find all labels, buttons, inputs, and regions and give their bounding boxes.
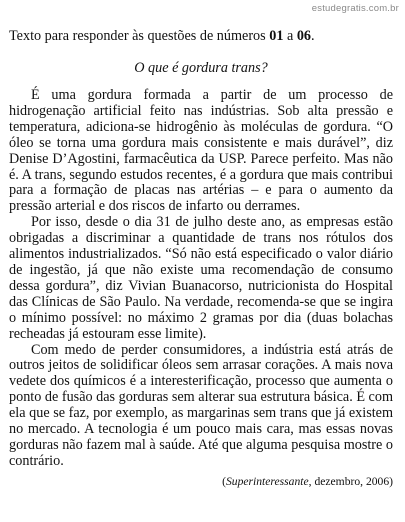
- site-watermark: estudegratis.com.br: [311, 3, 399, 14]
- instruction-middle: a: [283, 28, 297, 44]
- source-date: , dezembro, 2006): [308, 474, 393, 488]
- source-open: (: [222, 474, 226, 488]
- question-start-number: 01: [269, 28, 284, 44]
- article-title: O que é gordura trans?: [134, 60, 268, 76]
- article-source: [9, 474, 393, 489]
- question-end-number: 06: [296, 28, 311, 44]
- source-publication: Superinteressante: [225, 474, 309, 488]
- article-paragraph-2: Por isso, desde o dia 31 de julho deste ano, as empresas estão obrigadas a discriminar a quantidade de trans nos rótulos dos alimentos industrializados. “Só não está especificado o valor diário de ingestão, já que não existe uma recomendação de consumo dessa gordura”, diz Vivian Buanacorso, nutricionista do Hospital das Clínicas de São Paulo. Na verdade, recomenda-se que se ingira o mínimo possível: no máximo 2 gramas por dia (duas bolachas recheadas já estouram esse limite).: [9, 214, 393, 342]
- instruction-prefix: Texto para responder às questões de números: [9, 28, 270, 44]
- article-paragraph-3: Com medo de perder consumidores, a indústria está atrás de outros jeitos de solidificar óleos sem arrasar corações. A mais nova vedete dos químicos é a interesterificação, processo que aumenta o ponto de fusão das gorduras sem alterar sua estrutura básica. É com ela que se faz, por exemplo, as margarinas sem trans que já existem no mercado. A tecnologia é um pouco mais cara, mas essas novas gorduras não fazem mal à saúde. Até que alguma pesquisa mostre o contrário.: [9, 341, 393, 469]
- instruction-suffix: .: [311, 28, 315, 44]
- document-page: [9, 27, 393, 489]
- instruction-line: [9, 27, 393, 45]
- article-paragraph-1: É uma gordura formada a partir de um processo de hidrogenação artificial feito nas indústrias. Sob alta pressão e temperatura, adiciona-se hidrogênio às moléculas de gordura. “O óleo se torna uma gordura mais consistente e mais durável”, diz Denise D’Agostini, farmacêutica da USP. Parece perfeito. Mas não é. A trans, segundo estudos recentes, é a gordura que mais contribui para a formação de placas nas artérias – e para o aumento da pressão arterial e dos riscos de infarto ou derrames.: [9, 87, 393, 215]
